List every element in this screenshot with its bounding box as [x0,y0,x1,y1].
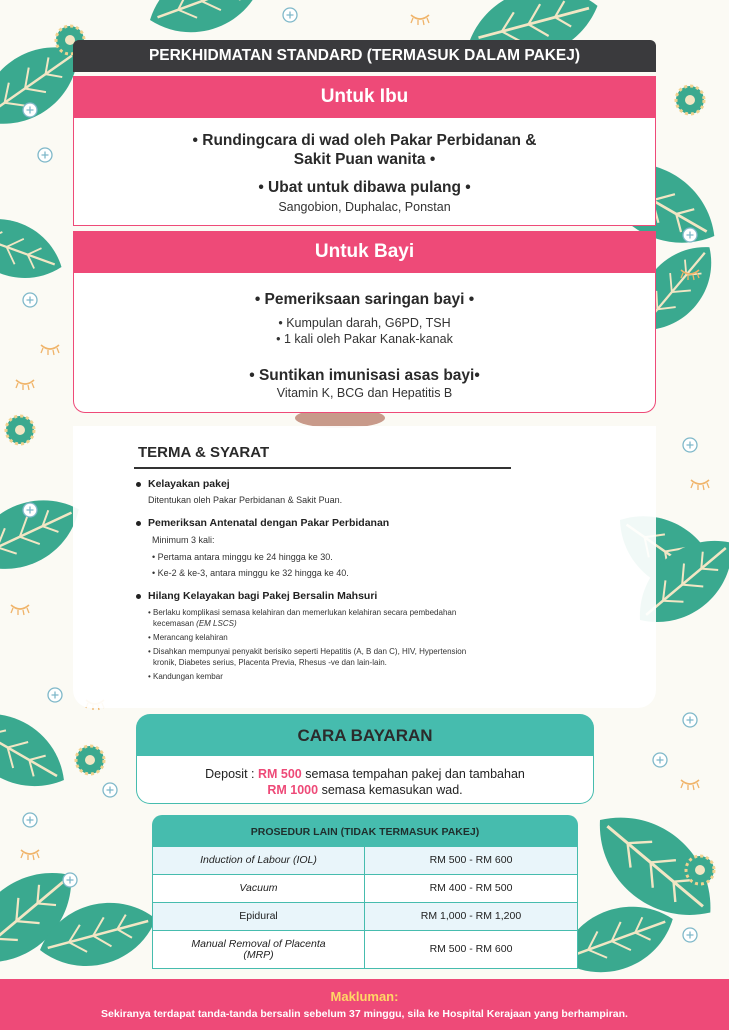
bullet-icon [136,521,141,526]
deposit-text-2: semasa kemasukan wad. [321,783,463,797]
procedures-title: PROSEDUR LAIN (TIDAK TERMASUK PAKEJ) [152,815,578,847]
deposit-amount-1: RM 500 [257,767,302,781]
deposit-amount-2: RM 1000 [267,783,319,797]
terms-title: TERMA & SYARAT [138,444,270,461]
terms-disqualification [136,590,466,682]
baby-item-screening: • Pemeriksaan saringan bayi • [254,291,475,308]
disqualification-4: • Kandungan kembar [148,672,223,681]
disqualification-3: • Disahkan mempunyai penyakit berisiko seperti Hepatitis (A, B dan C), HIV, Hypertension [148,647,467,656]
mother-item-consultation: • Rundingcara di wad oleh Pakar Perbidanan & [192,132,537,149]
deposit-label: Deposit : [205,767,255,781]
notice-text: Sekiranya terdapat tanda-tanda bersalin sebelum 37 minggu, sila ke Hospital Kerajaan yang berhampiran. [101,1008,628,1020]
mother-item-medicine: • Ubat untuk dibawa pulang • [258,179,471,196]
procedure-name: Induction of Labour (IOL) [200,854,317,866]
baby-screening-detail-2: • 1 kali oleh Pakar Kanak-kanak [276,332,453,346]
procedure-name-cont: (MRP) [243,948,274,961]
mother-section-title: Untuk Ibu [73,76,656,118]
antenatal-title: Pemeriksan Antenatal dengan Pakar Perbidanan [148,517,390,529]
services-header: PERKHIDMATAN STANDARD (TERMASUK DALAM PAKEJ) [73,40,656,72]
terms-eligibility [136,478,342,507]
procedure-price: RM 500 - RM 600 [429,943,513,955]
antenatal-visit-1: • Pertama antara minggu ke 24 hingga ke 30. [152,551,333,562]
procedure-name: Vacuum [239,882,278,894]
terms-divider [134,467,511,469]
payment-title: CARA BAYARAN [136,714,594,756]
antenatal-min: Minimum 3 kali: [152,535,215,545]
disqualification-1-cont: kecemasan [153,619,194,628]
table-row [152,847,578,875]
mother-item-consultation-cont: Sakit Puan wanita • [293,151,436,168]
procedure-price: RM 1,000 - RM 1,200 [420,910,522,922]
notice-title: Makluman: [330,989,399,1004]
disqualification-title: Hilang Kelayakan bagi Pakej Bersalin Mahsuri [148,590,378,602]
procedure-name: Manual Removal of Placenta [191,937,326,950]
mother-section-body [73,118,656,226]
procedure-price: RM 500 - RM 600 [429,854,513,866]
baby-screening-detail-1: • Kumpulan darah, G6PD, TSH [278,316,451,330]
disqualification-1: • Berlaku komplikasi semasa kelahiran dan memerlukan kelahiran secara pembedahan [148,608,457,617]
mother-item-medicine-detail: Sangobion, Duphalac, Ponstan [278,200,451,214]
table-row [152,931,578,969]
bullet-icon [136,482,141,487]
table-row [152,875,578,903]
baby-section-body [73,273,656,413]
eligibility-text: Ditentukan oleh Pakar Perbidanan & Sakit Puan. [148,495,343,505]
baby-immunisation-detail: Vitamin K, BCG dan Hepatitis B [276,386,453,400]
disqualification-2: • Merancang kelahiran [148,633,228,642]
baby-section-title: Untuk Bayi [73,231,656,273]
disqualification-1-em: (EM LSCS) [196,619,237,628]
table-row [152,903,578,931]
eligibility-title: Kelayakan pakej [148,478,230,490]
deposit-text-1: semasa tempahan pakej dan tambahan [305,767,525,781]
bullet-icon [136,594,141,599]
payment-body [136,756,594,804]
procedure-price: RM 400 - RM 500 [429,882,513,894]
antenatal-visit-2: • Ke-2 & ke-3, antara minggu ke 32 hingga ke 40. [152,568,349,578]
procedure-name: Epidural [153,903,365,930]
disqualification-3-cont: kronik, Diabetes serius, Placenta Previa, Rhesus -ve dan lain-lain. [153,658,387,667]
terms-antenatal [136,517,389,580]
baby-item-immunisation: • Suntikan imunisasi asas bayi• [249,367,480,384]
notice-banner [0,979,729,1030]
